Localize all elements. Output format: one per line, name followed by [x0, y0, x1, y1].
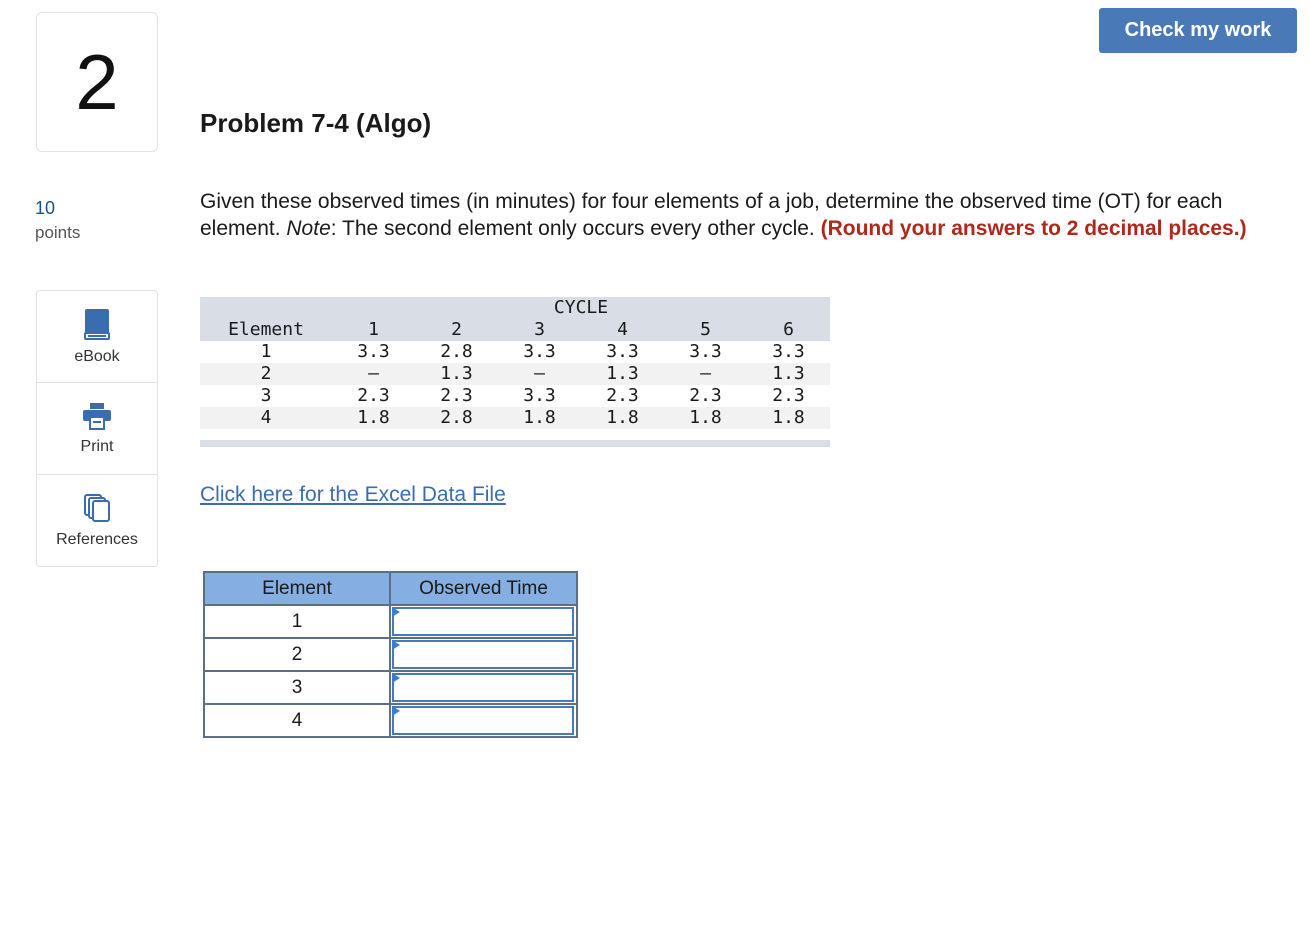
- references-icon: [83, 493, 111, 523]
- answer-row: [204, 638, 577, 671]
- cycle-number: 4: [617, 319, 628, 340]
- answer-row: [204, 605, 577, 638]
- prompt-text-2: : The second element only occurs every other cycle.: [330, 217, 821, 240]
- cycle-numbers-row: [200, 319, 830, 341]
- element-id: 1: [260, 341, 272, 362]
- time-value: 2.3: [440, 385, 473, 406]
- print-button[interactable]: [37, 383, 157, 475]
- time-value: 3.3: [772, 341, 805, 362]
- time-value: 1.8: [689, 407, 722, 428]
- references-button[interactable]: [37, 475, 157, 566]
- time-value: 3.3: [523, 385, 556, 406]
- points-info: [35, 196, 80, 246]
- cycle-number: 6: [783, 319, 794, 340]
- printer-icon: [82, 402, 112, 430]
- print-label: Print: [80, 437, 114, 455]
- time-value: 1.8: [606, 407, 639, 428]
- prompt-text-1: Given these observed times (in minutes) for four elements of a job, determine the observed time (OT) for each element.: [200, 190, 1223, 240]
- observed-time-column-header: Observed Time: [390, 572, 577, 605]
- time-value: 3.3: [606, 341, 639, 362]
- time-value: 3.3: [357, 341, 390, 362]
- check-my-work-button[interactable]: Check my work: [1099, 8, 1297, 53]
- observed-time-input-3[interactable]: [392, 673, 574, 702]
- question-number: 2: [75, 37, 119, 126]
- points-label: points: [35, 223, 81, 242]
- time-value: 1.8: [523, 407, 556, 428]
- table-row: [200, 363, 830, 385]
- time-value: 3.3: [523, 341, 556, 362]
- table-row: [200, 407, 830, 429]
- time-value: 2.8: [440, 407, 473, 428]
- table-row: [200, 385, 830, 407]
- answer-cell: [390, 671, 577, 704]
- answer-element-id: 3: [204, 671, 390, 704]
- observed-times-table: [200, 297, 830, 429]
- element-id: 4: [260, 407, 272, 428]
- empty-header-cell: [200, 297, 332, 319]
- time-value: 1.3: [606, 363, 639, 384]
- cycle-label-row: [200, 297, 830, 319]
- input-flag-icon: [392, 640, 400, 650]
- rounding-instruction: (Round your answers to 2 decimal places.): [820, 217, 1247, 240]
- problem-title: Problem 7-4 (Algo): [200, 108, 432, 138]
- time-value: 2.8: [440, 341, 473, 362]
- answer-row: [204, 671, 577, 704]
- book-icon: [83, 308, 111, 340]
- input-flag-icon: [392, 673, 400, 683]
- answer-row: [204, 704, 577, 737]
- points-value: 10: [35, 198, 56, 218]
- table-row: [200, 341, 830, 363]
- question-number-card: [36, 12, 158, 152]
- ebook-button[interactable]: [37, 291, 157, 383]
- table-bottom-bar: [200, 440, 830, 447]
- problem-prompt: [200, 188, 1300, 242]
- time-value: –: [700, 363, 711, 384]
- answer-header-row: [204, 572, 577, 605]
- element-id: 3: [260, 385, 272, 406]
- element-id: 2: [260, 363, 272, 384]
- input-flag-icon: [392, 607, 400, 617]
- time-value: 2.3: [689, 385, 722, 406]
- excel-data-file-link[interactable]: Click here for the Excel Data File: [200, 483, 506, 506]
- answer-cell: [390, 638, 577, 671]
- element-header: Element: [228, 319, 304, 340]
- answer-element-id: 1: [204, 605, 390, 638]
- answer-cell: [390, 605, 577, 638]
- answer-element-id: 2: [204, 638, 390, 671]
- cycle-number: 1: [368, 319, 379, 340]
- time-value: –: [368, 363, 379, 384]
- observed-time-input-2[interactable]: [392, 640, 574, 669]
- time-value: 1.3: [772, 363, 805, 384]
- observed-time-input-1[interactable]: [392, 607, 574, 636]
- element-column-header: Element: [204, 572, 390, 605]
- answer-element-id: 4: [204, 704, 390, 737]
- cycle-number: 3: [534, 319, 545, 340]
- cycle-number: 2: [451, 319, 462, 340]
- time-value: 3.3: [689, 341, 722, 362]
- time-value: 1.3: [440, 363, 473, 384]
- input-flag-icon: [392, 706, 400, 716]
- references-label: References: [56, 530, 138, 548]
- ebook-label: eBook: [74, 347, 120, 365]
- time-value: –: [534, 363, 545, 384]
- answer-table: [203, 571, 578, 738]
- cycle-number: 5: [700, 319, 711, 340]
- time-value: 1.8: [772, 407, 805, 428]
- time-value: 2.3: [357, 385, 390, 406]
- observed-time-input-4[interactable]: [392, 706, 574, 735]
- tool-panel: [36, 290, 158, 567]
- cycle-label: CYCLE: [553, 297, 609, 318]
- time-value: 2.3: [606, 385, 639, 406]
- prompt-note: Note: [286, 217, 331, 240]
- time-value: 2.3: [772, 385, 805, 406]
- time-value: 1.8: [357, 407, 390, 428]
- answer-cell: [390, 704, 577, 737]
